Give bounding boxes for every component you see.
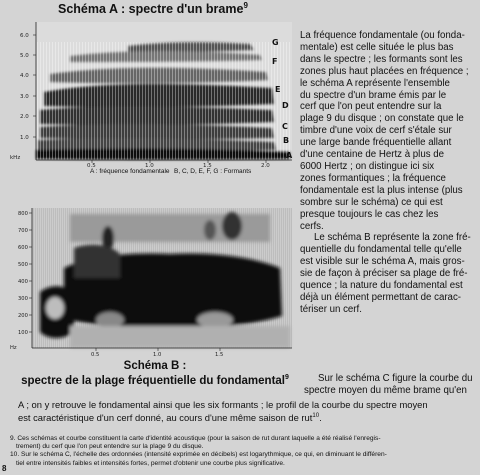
text-line: cerfs. xyxy=(300,220,324,232)
text-line: 6000 Hertz ; on distingue ici six xyxy=(300,160,435,172)
spectrogram-b xyxy=(10,208,294,358)
text-line: dans le spectre ; les formants sont les xyxy=(300,53,463,65)
schema-a-caption-fundamental: A : fréquence fondamentale xyxy=(90,168,170,175)
text-line: Sur le schéma C figure la courbe du xyxy=(318,373,473,384)
a-ytick: 1.0 xyxy=(20,135,29,141)
page-number: 8 xyxy=(2,464,7,473)
text-line: spectre moyen du même brame qu'en xyxy=(304,385,467,396)
formant-letter-b: B xyxy=(283,136,290,145)
b-xtick: 0.5 xyxy=(91,352,100,358)
footnote-10-cont: tiel entre intensités faibles et intensités fortes, permet d'obtenir une courbe plus significative. xyxy=(16,459,285,467)
text-line: La fréquence fondamentale (ou fonda- xyxy=(300,30,465,41)
a-ytick: 5.0 xyxy=(20,53,29,59)
b-ytick: 200 xyxy=(18,313,28,319)
text-line: A ; on y retrouve le fondamental ainsi que les six formants ; le profil de la courbe du spectre moyen xyxy=(18,399,428,410)
text-line: sombre sur le schéma) ce qui est xyxy=(300,196,443,208)
text-line: mentale) est celle située le plus bas xyxy=(300,41,454,53)
a-ytick: 4.0 xyxy=(20,73,29,79)
b-ytick: 800 xyxy=(18,211,28,217)
text-line: cerf que l'on peut entendre sur la xyxy=(300,101,442,113)
a-ytick: 6.0 xyxy=(20,33,29,39)
text-line: zones plus haut placées en fréquence ; xyxy=(300,65,469,77)
text-line: presque toujours le cas chez les xyxy=(300,208,439,220)
b-ytick: 600 xyxy=(18,245,28,251)
footnote-9: 9. Ces schémas et courbe constituent la carte d'identité acoustique (pour la saison de rut durant laquelle a été réalisé l'enregis- xyxy=(10,435,381,442)
text-line: est visible sur le schéma A, mais gros- xyxy=(300,256,465,268)
b-ytick: 100 xyxy=(18,330,28,336)
text-line: quence ; la nature du fondamental est xyxy=(300,280,463,292)
schema-a-caption-formants: B, C, D, E, F, G : Formants xyxy=(174,168,252,175)
formant-letter-g: G xyxy=(272,38,279,47)
text-line: le schéma A représente l'ensemble xyxy=(300,77,450,89)
formant-letter-d: D xyxy=(282,101,289,110)
schema-a-title: Schéma A : spectre d'un brame$^9$ xyxy=(58,1,248,17)
paragraph-intro xyxy=(300,30,476,316)
a-xtick: 2.0 xyxy=(261,163,270,167)
text-line: plage 9 du disque ; on constate que le xyxy=(300,113,464,125)
a-yunit: kHz xyxy=(10,155,21,161)
b-ytick: 400 xyxy=(18,279,28,285)
b-ytick: 700 xyxy=(18,228,28,234)
text-line: quentielle du fondamental telle qu'elle xyxy=(300,244,462,256)
schema-b-title: Schéma B : spectre de la plage fréquentielle du fondamental$^9$ xyxy=(21,360,289,387)
formant-letter-a: A xyxy=(286,151,293,160)
a-xtick: 0.5 xyxy=(87,163,96,167)
text-line: déjà un élément permettant de carac- xyxy=(300,291,462,303)
b-yunit: Hz xyxy=(10,345,17,351)
b-ytick: 500 xyxy=(18,262,28,268)
text-line: tériser un cerf. xyxy=(300,303,362,315)
text-line: zones formantiques ; la fréquence xyxy=(300,172,446,184)
formant-letter-e: E xyxy=(275,85,281,94)
formant-letter-f: F xyxy=(272,57,278,66)
a-ytick: 2.0 xyxy=(20,114,29,120)
text-line: fondamentale est la plus intense (plus xyxy=(300,184,463,196)
a-xtick: 1.5 xyxy=(203,163,212,167)
text-line: Le schéma B représente la zone fré- xyxy=(314,232,471,244)
formant-letter-c: C xyxy=(282,122,288,131)
text-line: une large bande fréquentielle allant xyxy=(300,137,452,149)
a-xtick: 1.0 xyxy=(145,163,154,167)
b-xtick: 1.5 xyxy=(215,352,224,358)
footnotes xyxy=(10,435,473,468)
text-line: d'une centaine de Hertz à plus de xyxy=(300,149,445,161)
text-line: timbre d'une voix de cerf s'étale sur xyxy=(300,125,452,137)
a-ytick: 3.0 xyxy=(20,94,29,100)
b-ytick: 300 xyxy=(18,296,28,302)
spectrogram-a xyxy=(10,22,294,167)
text-line: du spectre d'un brame émis par le xyxy=(300,89,447,101)
footnote-9-cont: trement) du cerf que l'on peut entendre sur la plage 9 du disque. xyxy=(16,443,204,451)
text-line: sie de façon à préciser sa plage de fré- xyxy=(300,268,468,280)
b-xtick: 1.0 xyxy=(153,352,162,358)
text-line: est caractéristique d'un cerf donné, au cours d'une même saison de rut$^{10}$. xyxy=(18,412,322,424)
footnote-10: 10. Sur le schéma C, l'échelle des ordonnées (intensité exprimée en décibels) est logarythmique, ce qui, en diminuant le différen- xyxy=(10,451,387,459)
